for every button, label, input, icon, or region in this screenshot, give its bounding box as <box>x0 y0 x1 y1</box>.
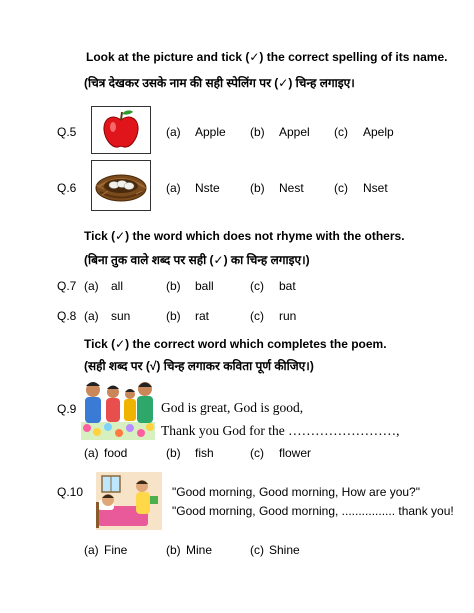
option-run[interactable]: run <box>279 309 297 323</box>
option-rat[interactable]: rat <box>195 309 210 323</box>
apple-icon <box>91 106 151 154</box>
option-key: (b) <box>166 309 181 323</box>
question-number: Q.10 <box>57 485 84 499</box>
option-appel[interactable]: Appel <box>279 125 310 139</box>
option-key: (a) <box>84 543 99 557</box>
option-mine[interactable]: Mine <box>186 543 213 557</box>
option-flower[interactable]: flower <box>279 446 312 460</box>
option-sun[interactable]: sun <box>111 309 131 323</box>
question-number: Q.5 <box>57 125 77 139</box>
bedroom-icon <box>96 472 162 530</box>
option-fish[interactable]: fish <box>195 446 214 460</box>
option-nest[interactable]: Nest <box>279 181 304 195</box>
question-number: Q.9 <box>57 402 77 416</box>
question-number: Q.7 <box>57 279 77 293</box>
question-number: Q.6 <box>57 181 77 195</box>
option-ball[interactable]: ball <box>195 279 214 293</box>
option-apple[interactable]: Apple <box>195 125 226 139</box>
option-key: (c) <box>334 125 348 139</box>
option-food[interactable]: food <box>104 446 128 460</box>
option-key: (b) <box>250 181 265 195</box>
option-key: (b) <box>166 279 181 293</box>
option-key: (c) <box>250 309 264 323</box>
instruction-spelling-hindi: (चित्र देखकर उसके नाम की सही स्पेलिंग पर (✓) चिन्ह लगाइए। <box>84 76 355 90</box>
option-fine[interactable]: Fine <box>104 543 128 557</box>
instruction-poem-hindi: (सही शब्द पर (√) चिन्ह लगाकर कविता पूर्ण कीजिए।) <box>84 359 314 373</box>
instruction-rhyme-hindi: (बिना तुक वाले शब्द पर सही (✓) का चिन्ह लगाइए।) <box>84 253 310 267</box>
option-key: (c) <box>250 446 264 460</box>
family-praying-icon <box>81 378 155 440</box>
option-key: (a) <box>84 309 99 323</box>
option-nste[interactable]: Nste <box>195 181 220 195</box>
option-all[interactable]: all <box>111 279 124 293</box>
option-key: (c) <box>250 279 264 293</box>
option-key: (a) <box>166 181 181 195</box>
poem-line-1: "Good morning, Good morning, How are you?" <box>172 485 420 499</box>
instruction-rhyme: Tick (✓) the word which does not rhyme with the others. <box>84 229 405 243</box>
option-key: (c) <box>250 543 264 557</box>
option-key: (b) <box>166 543 181 557</box>
poem-line-2: Thank you God for the ……………………, <box>161 423 400 438</box>
option-apelp[interactable]: Apelp <box>363 125 394 139</box>
instruction-poem: Tick (✓) the correct word which completes the poem. <box>84 337 387 351</box>
poem-line-1: God is great, God is good, <box>161 400 304 415</box>
option-shine[interactable]: Shine <box>269 543 300 557</box>
option-bat[interactable]: bat <box>279 279 296 293</box>
nest-icon <box>91 160 151 211</box>
poem-line-2: "Good morning, Good morning, ................ thank you! <box>172 504 454 518</box>
option-key: (b) <box>250 125 265 139</box>
question-number: Q.8 <box>57 309 77 323</box>
option-key: (b) <box>166 446 181 460</box>
option-key: (a) <box>84 446 99 460</box>
instruction-spelling: Look at the picture and tick (✓) the correct spelling of its name. <box>86 50 448 64</box>
option-key: (a) <box>84 279 99 293</box>
option-key: (c) <box>334 181 348 195</box>
option-key: (a) <box>166 125 181 139</box>
option-nset[interactable]: Nset <box>363 181 388 195</box>
